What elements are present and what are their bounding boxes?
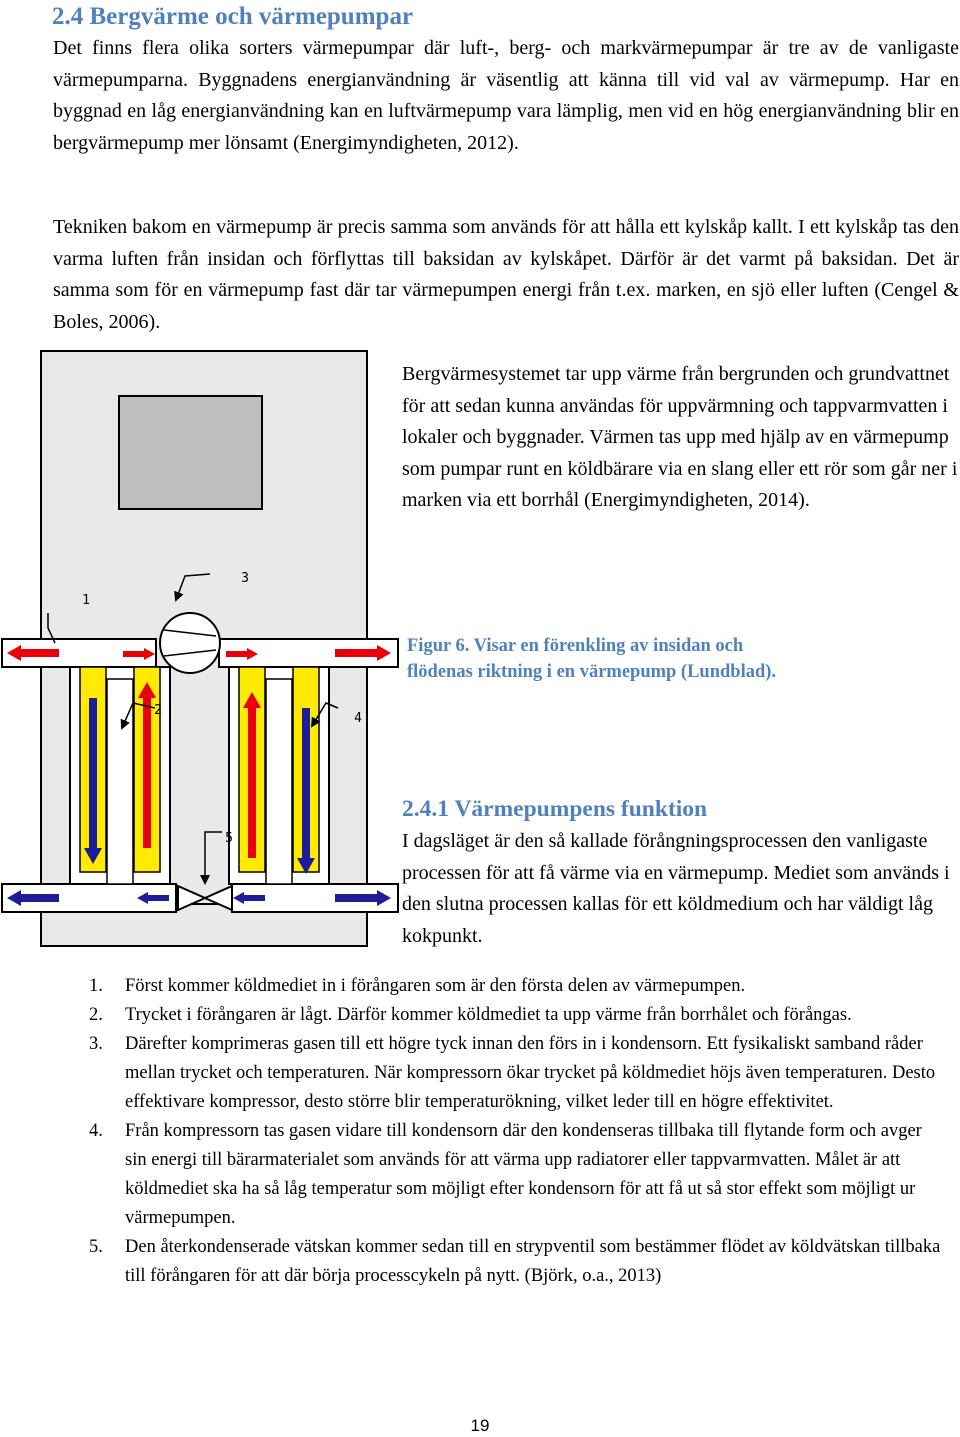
step-text: Trycket i förångaren är lågt. Därför kommer köldmediet ta upp värme från borrhålet och förångas. — [125, 1005, 852, 1025]
compressor-icon — [160, 613, 220, 673]
step-number: 5. — [89, 1237, 103, 1257]
fridge-paragraph: Tekniken bakom en värmepump är precis samma som används för att hålla ett kylskåp kallt. I ett kylskåp tas den varma luften från insidan och förflyttas till baksidan av kylskåpet. Därför är det varmt på baksidan. Det är samma som för en värmepump fast där tar värmepumpen energi från t.ex. marken, en sjö eller luften (Cengel & Boles, 2006). — [53, 216, 959, 333]
step-text: Den återkondenserade vätskan kommer sedan till en strypventil som bestämmer flödet av köldvätskan tillbaka till förångaren för att där börja processcykeln på nytt. (Björk, o.a., 2013) — [125, 1237, 941, 1286]
page-number: 19 — [470, 1416, 490, 1435]
label-3: 3 — [241, 571, 249, 586]
step-text: Först kommer köldmediet in i förångaren som är den första delen av värmepumpen. — [125, 976, 746, 996]
step-item — [0, 1001, 947, 1030]
section-heading: 2.4 Bergvärme och värmepumpar — [52, 3, 414, 30]
step-number: 3. — [89, 1034, 103, 1054]
step-item — [0, 1233, 947, 1291]
step-text: Från kompressorn tas gasen vidare till kondensorn där den kondenseras tillbaka till flytande form och avger sin energi till bärarmaterialet som används för att värma upp radiatorer eller tappvarmvatten. Målet är att köldmediet ska ha så låg temperatur som möjligt efter kondensorn för att få ut så stor effekt som möjligt ur värmepumpen. — [125, 1121, 922, 1228]
intro-paragraph: Det finns flera olika sorters värmepumpar där luft-, berg- och markvärmepumpar är tre av de vanligaste värmepumparna. Byggnadens energianvändning är väsentlig att känna till vid val av värmepump. Har en byggnad en låg energianvändning kan en luftvärmepump vara lämplig, men vid en hög energianvändning blir en bergvärmepump mer lönsamt (Energimyndigheten, 2012). — [53, 37, 959, 154]
label-5: 5 — [225, 831, 233, 846]
step-number: 2. — [89, 1005, 103, 1025]
heat-pump-diagram — [0, 348, 400, 958]
display-panel — [119, 396, 262, 509]
figure-caption: Figur 6. Visar en förenkling av insidan och flödenas riktning i en värmepump (Lundblad). — [407, 636, 777, 682]
ground-heat-paragraph: Bergvärmesystemet tar upp värme från bergrunden och grundvattnet för att sedan kunna användas för uppvärmning och tappvarmvatten i lokaler och byggnader. Värmen tas upp med hjälp av en värmepump som pumpar runt en köldbärare via en slang eller ett rör som går ner i marken via ett borrhål (Energimyndigheten, 2014). — [402, 363, 958, 511]
step-item — [0, 1030, 947, 1117]
subsection-paragraph: I dagsläget är den så kallade förångningsprocessen den vanligaste processen för att få värme via en värmepump. Mediet som används i den slutna processen kallas för ett köldmedium och har väldigt låg kokpunkt. — [402, 830, 950, 947]
step-number: 1. — [89, 976, 103, 996]
label-1: 1 — [82, 593, 90, 608]
label-2: 2 — [154, 703, 162, 718]
step-item — [0, 1117, 947, 1233]
process-steps — [0, 972, 960, 1291]
step-number: 4. — [89, 1121, 103, 1141]
label-4: 4 — [354, 711, 362, 726]
subsection-heading: 2.4.1 Värmepumpens funktion — [402, 796, 708, 822]
step-item — [0, 972, 947, 1001]
step-text: Därefter komprimeras gasen till ett högre tyck innan den förs in i kondensorn. Ett fysikaliskt samband råder mellan trycket och temperaturen. När kompressorn ökar trycket på köldmediet höjs även temperaturen. Desto effektivare kompressor, desto större blir temperaturökning, vilket leder till en högre effektivitet. — [125, 1034, 936, 1112]
